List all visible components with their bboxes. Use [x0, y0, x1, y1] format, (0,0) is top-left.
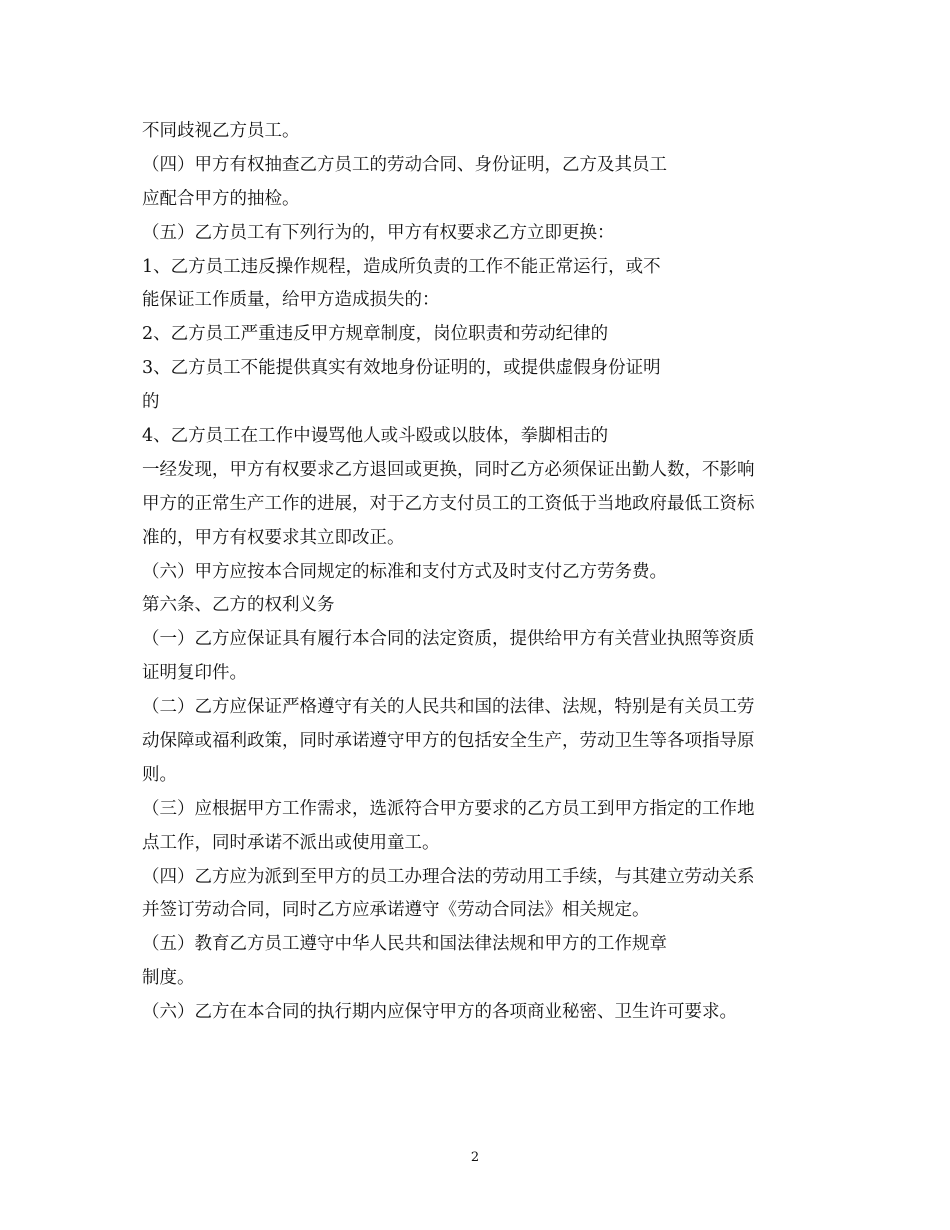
text-line: （五）教育乙方员工遵守中华人民共和国法律法规和甲方的工作规章 [142, 934, 667, 955]
text-line: 能保证工作质量，给甲方造成损失的： [142, 290, 440, 311]
text-line: 并签订劳动合同，同时乙方应承诺遵守《劳动合同法》相关规定。 [142, 900, 650, 921]
text-line: 3、乙方员工不能提供真实有效地身份证明的，或提供虚假身份证明 [142, 358, 661, 379]
text-line: （五）乙方员工有下列行为的，甲方有权要求乙方立即更换： [142, 222, 615, 243]
text-line: 一经发现，甲方有权要求乙方退回或更换，同时乙方必须保证出勤人数，不影响 [142, 459, 755, 480]
text-line: 4、乙方员工在工作中谩骂他人或斗殴或以肢体，拳脚相击的 [142, 426, 609, 447]
text-line: 证明复印件。 [142, 663, 247, 684]
text-line: 点工作，同时承诺不派出或使用童工。 [142, 832, 440, 853]
text-line: 动保障或福利政策，同时承诺遵守甲方的包括安全生产，劳动卫生等各项指导原 [142, 731, 755, 752]
text-line: （二）乙方应保证严格遵守有关的人民共和国的法律、法规，特别是有关员工劳 [142, 697, 755, 718]
text-line: （三）应根据甲方工作需求，选派符合甲方要求的乙方员工到甲方指定的工作地 [142, 798, 755, 819]
text-line: 1、乙方员工违反操作规程，造成所负责的工作不能正常运行，或不 [142, 256, 661, 277]
text-line: 准的，甲方有权要求其立即改正。 [142, 527, 405, 548]
document-body [142, 115, 812, 1030]
text-line: 不同歧视乙方员工。 [142, 121, 300, 141]
text-line: 甲方的正常生产工作的进展，对于乙方支付员工的工资低于当地政府最低工资标 [142, 493, 755, 514]
page-number: 2 [470, 1150, 480, 1165]
text-line: 制度。 [142, 968, 195, 989]
text-line: （六）乙方在本合同的执行期内应保守甲方的各项商业秘密、卫生许可要求。 [142, 1002, 737, 1023]
text-line: （四）乙方应为派到至甲方的员工办理合法的劳动用工手续，与其建立劳动关系 [142, 866, 755, 887]
text-line: 的 [142, 392, 160, 413]
text-line: （四）甲方有权抽查乙方员工的劳动合同、身份证明，乙方及其员工 [142, 154, 667, 175]
text-line: 应配合甲方的抽检。 [142, 188, 300, 209]
text-line: 2、乙方员工严重违反甲方规章制度，岗位职责和劳动纪律的 [142, 324, 609, 345]
text-line: （一）乙方应保证具有履行本合同的法定资质，提供给甲方有关营业执照等资质 [142, 629, 755, 650]
text-line: （六）甲方应按本合同规定的标准和支付方式及时支付乙方劳务费。 [142, 561, 667, 582]
text-line: 则。 [142, 764, 177, 785]
section-heading: 第六条、乙方的权利义务 [142, 595, 335, 616]
